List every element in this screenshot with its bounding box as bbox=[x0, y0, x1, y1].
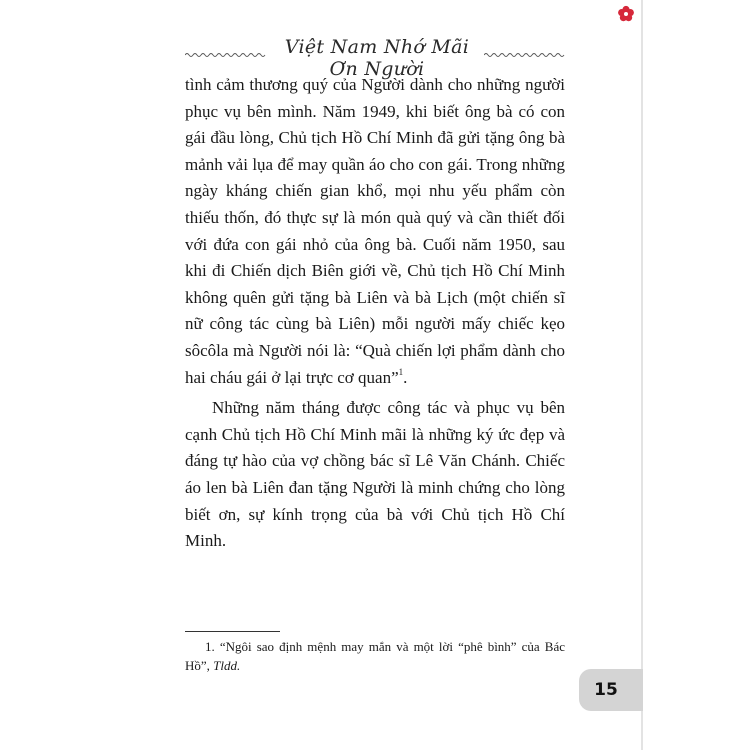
running-head: Việt Nam Nhớ Mãi Ơn Người bbox=[284, 36, 470, 80]
footnote-source: Tldd. bbox=[213, 658, 241, 673]
header-ornament-left bbox=[185, 52, 267, 58]
page-edge-shadow bbox=[641, 0, 643, 750]
paragraph: Những năm tháng được công tác và phục vụ bên cạnh Chủ tịch Hồ Chí Minh mãi là những ký ức đẹp và đáng tự hào của vợ chồng bác sĩ Lê Văn Chánh. Chiếc áo len bà Liên đan tặng Người là minh chứng cho lòng biết ơn, sự kính trọng của bà với Chủ tịch Hồ Chí Minh. bbox=[185, 398, 565, 551]
footnote bbox=[185, 637, 565, 675]
footnote-reference: 1 bbox=[398, 366, 404, 377]
paragraph-end: . bbox=[403, 367, 408, 387]
footnote-divider bbox=[185, 631, 280, 632]
paragraph-text: tình cảm thương quý của Người dành cho những người phục vụ bên mình. Năm 1949, khi biết ông bà có con gái đầu lòng, Chủ tịch Hồ Chí Minh đã gửi tặng ông bà mảnh vải lụa để may quần áo cho con gái. Trong những ngày kháng chiến gian khổ, mọi nhu yếu phẩm còn thiếu thốn, đó thực sự là món quà quý và cần thiết đối với đứa con gái nhỏ của ông bà. Cuối năm 1950, sau khi đi Chiến dịch Biên giới về, Chủ tịch Hồ Chí Minh không quên gửi tặng bà Liên và bà Lịch (một chiến sĩ nữ công tác cùng bà Liên) mỗi người mấy chiếc kẹo sôcôla mà Người nói là: “Quà chiến lợi phẩm dành cho hai cháu gái ở lại trực cơ quan” bbox=[185, 75, 565, 387]
footnote-text: 1. “Ngôi sao định mệnh may mắn và một lời “phê bình” của Bác Hồ”, bbox=[185, 639, 565, 673]
paragraph bbox=[185, 72, 565, 391]
red-flower-icon bbox=[617, 5, 635, 23]
page-number-tab bbox=[579, 669, 643, 711]
body-text bbox=[185, 72, 565, 555]
header-ornament-right bbox=[484, 52, 566, 58]
page-number: 15 bbox=[594, 680, 618, 700]
